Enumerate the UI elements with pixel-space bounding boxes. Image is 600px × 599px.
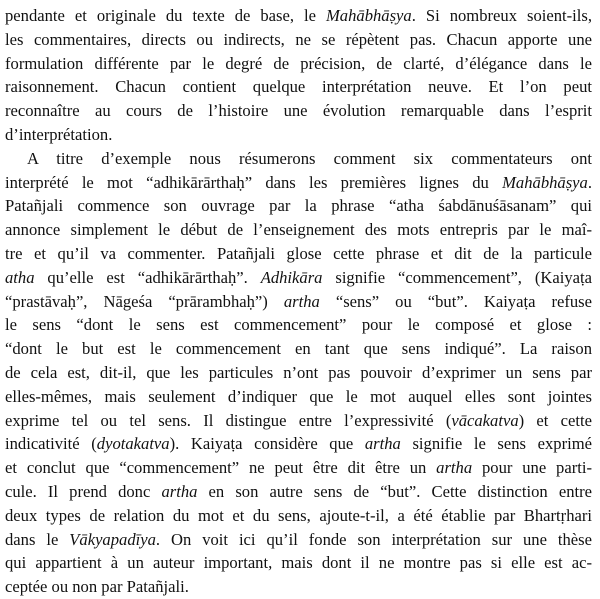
text-line: [5, 171, 592, 195]
text-run: d’interprétation.: [5, 124, 113, 144]
text-line: [5, 361, 592, 385]
text-line: [5, 218, 592, 242]
text-run: elles-mêmes, mais seulement d’indiquer que le mot auquel elles sont jointes: [5, 386, 592, 406]
text-run: le sens “dont le sens est commencement” pour le composé et glose :: [5, 315, 592, 335]
text-run: ) et cette: [518, 410, 592, 430]
text-line: [5, 456, 592, 480]
text-body: [5, 4, 592, 599]
italic-term: artha: [364, 434, 401, 454]
text-line: [5, 575, 592, 599]
text-run: exprime tel ou tel sens. Il distingue entre l’expressivité (: [5, 410, 452, 430]
text-run: .: [587, 172, 592, 192]
text-run: signifie “commencement”, (Kaiyaṭa: [322, 267, 592, 287]
text-run: qu’elle est “adhikārārthaḥ”.: [34, 267, 261, 287]
text-line: [5, 242, 592, 266]
text-run: cule. Il prend donc: [5, 481, 162, 501]
text-run: indicativité (: [5, 434, 97, 454]
text-run: ). Kaiyaṭa considère que: [169, 434, 365, 454]
text-line: [5, 75, 592, 99]
text-line: [5, 432, 592, 456]
italic-term: artha: [436, 458, 473, 478]
text-line: [5, 123, 592, 147]
text-line: [5, 504, 592, 528]
text-run: Patañjali commence son ouvrage par la phrase “atha śabdānuśāsanam” qui: [5, 196, 592, 216]
text-line: [5, 194, 592, 218]
text-run: “dont le but est le commencement en tant que sens indiqué”. La raison: [5, 339, 592, 359]
text-line: [5, 266, 592, 290]
text-line: [5, 52, 592, 76]
text-run: et conclut que “commencement” ne peut être dit être un: [5, 458, 437, 478]
text-run: formulation différente par le degré de précision, de clarté, d’élégance dans le: [5, 53, 592, 73]
text-run: annonce simplement le début de l’enseignement des mots entrepris par le maî-: [5, 220, 592, 240]
text-run: A titre d’exemple nous résumerons comment six commentateurs ont: [27, 148, 592, 168]
text-line: [5, 99, 592, 123]
text-run: interprété le mot “adhikārārthaḥ” dans les premières lignes du: [5, 172, 503, 192]
text-line: [5, 551, 592, 575]
text-line: [5, 28, 592, 52]
text-line: [5, 480, 592, 504]
text-run: “sens” ou “but”. Kaiyaṭa refuse: [319, 291, 592, 311]
text-run: de cela est, dit-il, que les particules n’ont pas pouvoir d’exprimer un sens par: [5, 362, 592, 382]
text-run: ceptée ou non par Patañjali.: [5, 577, 189, 597]
text-run: . Si nombreux soient-ils,: [411, 6, 592, 25]
text-line: [5, 385, 592, 409]
italic-term: dyotakatva: [96, 434, 170, 454]
italic-term: Mahābhāṣya: [325, 6, 412, 25]
italic-term: vācakatva: [451, 410, 519, 430]
text-line: [5, 290, 592, 314]
italic-term: artha: [161, 481, 198, 501]
text-run: pendante et originale du texte de base, le: [5, 6, 326, 25]
text-run: dans le: [5, 529, 70, 549]
text-run: pour une parti-: [472, 458, 592, 478]
italic-term: Vākyapadīya: [69, 529, 156, 549]
text-run: les commentaires, directs ou indirects, ne se répètent pas. Chacun apporte une: [5, 29, 592, 49]
text-line: [5, 528, 592, 552]
text-run: . On voit ici qu’il fonde son interprétation sur une thèse: [155, 529, 592, 549]
text-line: [5, 4, 592, 28]
text-run: deux types de relation du mot et du sens, ajoute-t-il, a été établie par Bhartṛhari: [5, 505, 592, 525]
text-line: [5, 337, 592, 361]
text-run: raisonnement. Chacun contient quelque interprétation neuve. Et l’on peut: [5, 77, 592, 97]
text-run: reconnaître au cours de l’histoire une évolution remarquable dans l’esprit: [5, 101, 592, 121]
italic-term: artha: [283, 291, 320, 311]
paragraph: [5, 4, 592, 147]
text-run: en son autre sens de “but”. Cette distinction entre: [197, 481, 592, 501]
text-line: [5, 409, 592, 433]
text-run: signifie le sens exprimé: [400, 434, 592, 454]
text-line: [5, 147, 592, 171]
paragraph: [5, 147, 592, 599]
italic-term: Adhikāra: [260, 267, 323, 287]
text-line: [5, 313, 592, 337]
italic-term: atha: [5, 267, 35, 287]
text-run: qui appartient à un auteur important, mais dont il ne montre pas si elle est ac-: [5, 553, 592, 573]
text-run: “prastāvaḥ”, Nāgeśa “prārambhaḥ”): [5, 291, 284, 311]
text-run: tre et qu’il va commenter. Patañjali glose cette phrase et dit de la particule: [5, 243, 592, 263]
italic-term: Mahābhāṣya: [502, 172, 588, 192]
